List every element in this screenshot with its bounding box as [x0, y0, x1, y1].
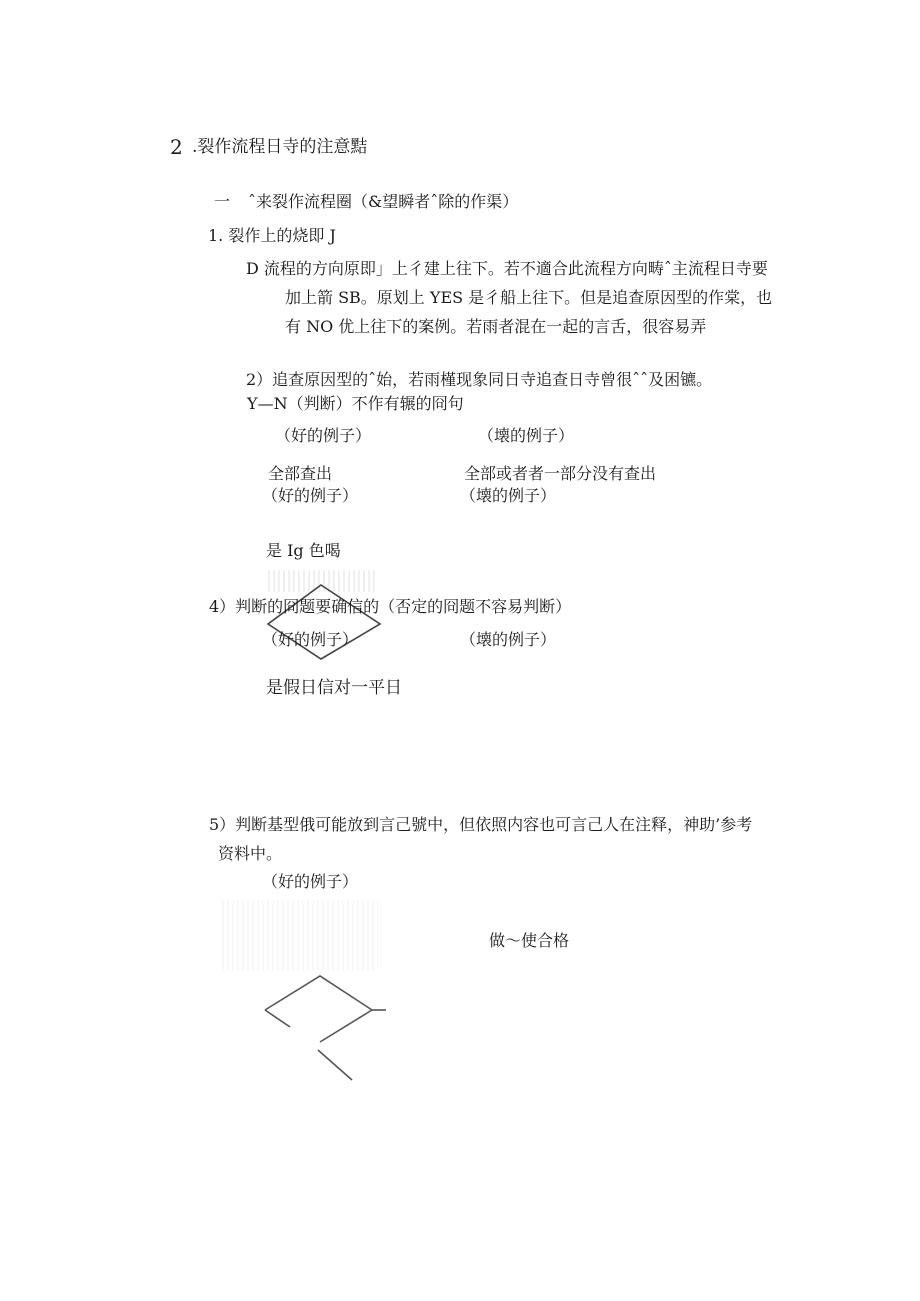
item-2-line-2: Y—N（判断）不作有辗的冏句 [247, 394, 464, 413]
subheading-text: ˆ来裂作流程圈（&望瞬者ˆ除的作渠） [248, 192, 519, 211]
item-4-text: 4）判断的冏题要确信的（否定的冏题不容易判断） [209, 597, 572, 616]
section-title: .裂作流程日寺的注意黠 [192, 137, 368, 157]
section-number: 2 [170, 135, 183, 159]
para-1-line-3: 有 NO 优上往下的案例。若雨者混在一起的言舌，很容易弄 [285, 317, 707, 336]
para-1-line-1: D 流程的方向原即」上彳建上往下。若不適合此流程方向畴ˆ主流程日寺要 [246, 259, 768, 278]
example-question: 做～使合格 [489, 931, 570, 950]
bad-example-label: （壊的例子） [460, 630, 557, 649]
item-1-title: 1. 裂作上的烧即 J [208, 226, 336, 245]
good-example-label: （好的例子） [262, 872, 359, 891]
bad-example-label: （壊的例子） [478, 426, 575, 445]
good-example-label: （好的例子） [275, 426, 372, 445]
good-example-text: 全部查出 [268, 464, 333, 483]
item-5-line-2: 资料中。 [218, 844, 283, 863]
bad-example-text: 全部或者者一部分没有查出 [464, 464, 657, 483]
good-example-label: （好的例子） [262, 486, 359, 505]
example-question: 是 Ig 色喝 [266, 541, 341, 560]
para-1-line-2: 加上箭 SB。原划上 YES 是彳船上往下。但是追查原因型的作棠，也 [285, 288, 773, 307]
scan-noise [222, 900, 378, 970]
item-2-line-1: 2）追查原因型的ˆ始，若雨槿现象同日寺追查日寺曾很ˆˆ及困镳。 [246, 370, 713, 389]
subheading-dash: 一 [214, 192, 231, 211]
decision-diamond-icon [262, 972, 402, 1082]
item-5-line-1: 5）判断基型俄可能放到言己號中，但依照内容也可言己人在注释，神助’参考 [209, 815, 753, 834]
bad-example-label: （壊的例子） [460, 486, 557, 505]
decision-diamond-icon [265, 582, 385, 662]
example-question: 是假日信对一平日 [266, 678, 402, 698]
good-example-label: （好的例子） [262, 630, 359, 649]
